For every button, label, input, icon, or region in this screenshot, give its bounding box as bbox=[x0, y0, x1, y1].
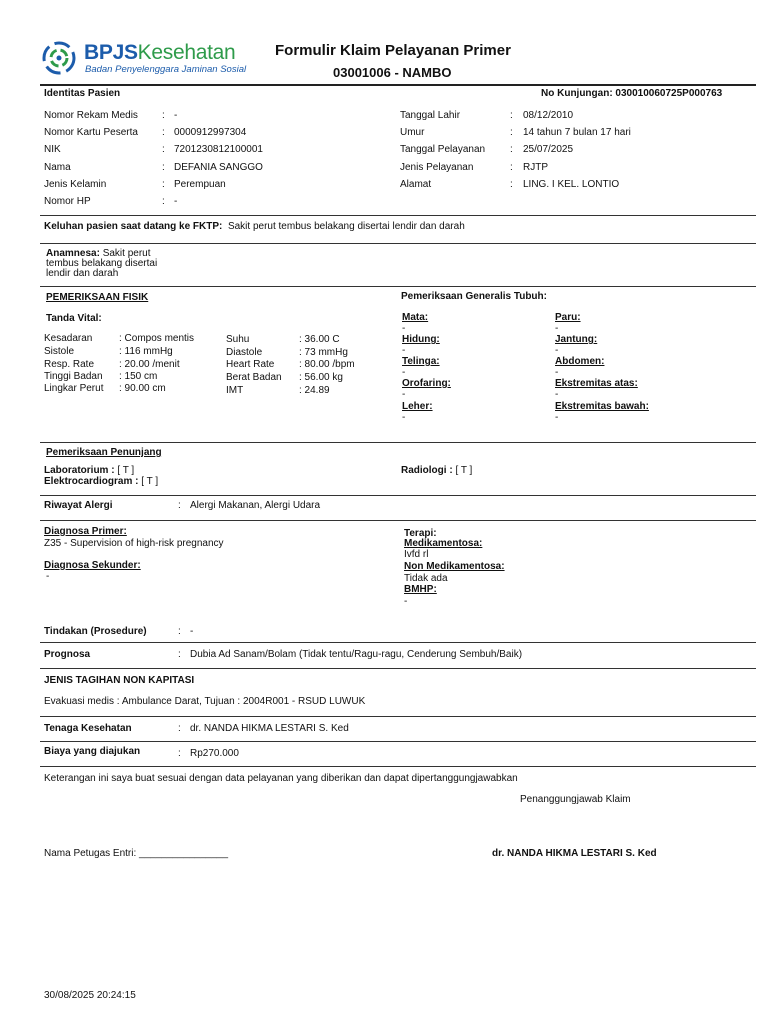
diagnosa-sekunder-value: - bbox=[46, 571, 50, 582]
value-jantung: - bbox=[555, 345, 559, 356]
label-sistole: Sistole bbox=[44, 346, 75, 357]
colon: : bbox=[162, 110, 165, 121]
divider bbox=[40, 668, 756, 669]
value-mata: - bbox=[402, 323, 406, 334]
keluhan-label: Keluhan pasien saat datang ke FKTP: bbox=[44, 221, 223, 232]
value-nomor-hp: - bbox=[174, 196, 178, 207]
colon: : bbox=[162, 179, 165, 190]
colon: : bbox=[178, 723, 181, 734]
anamnesa-label: Anamnesa: bbox=[46, 248, 100, 259]
label-kesadaran: Kesadaran bbox=[44, 333, 93, 344]
ekg-row bbox=[44, 476, 158, 487]
colon: : bbox=[510, 162, 513, 173]
penanggung-jawab-label: Penanggungjawab Klaim bbox=[520, 794, 631, 805]
anamnesa-line3: lendir dan darah bbox=[46, 268, 119, 279]
tenaga-value: dr. NANDA HIKMA LESTARI S. Ked bbox=[190, 723, 349, 734]
label-imt: IMT bbox=[226, 385, 244, 396]
value-kesadaran: : Compos mentis bbox=[119, 333, 195, 344]
ekg-label: Elektrocardiogram : bbox=[44, 476, 139, 487]
logo-brand: BPJS bbox=[84, 41, 138, 64]
biaya-value: Rp270.000 bbox=[190, 748, 239, 759]
identitas-heading: Identitas Pasien bbox=[44, 88, 121, 99]
alergi-value: Alergi Makanan, Alergi Udara bbox=[190, 500, 321, 511]
alergi-label: Riwayat Alergi bbox=[44, 500, 113, 511]
value-kartu-peserta: 0000912997304 bbox=[174, 127, 247, 138]
keluhan-value: Sakit perut tembus belakang disertai lendir dan darah bbox=[227, 221, 465, 232]
laboratorium-row bbox=[44, 465, 134, 476]
label-kartu-peserta: Nomor Kartu Peserta bbox=[44, 127, 138, 138]
tenaga-label: Tenaga Kesehatan bbox=[44, 723, 132, 734]
label-orofaring: Orofaring: bbox=[402, 378, 451, 389]
label-nik: NIK bbox=[44, 144, 61, 155]
value-lingkar-perut: : 90.00 cm bbox=[119, 383, 166, 394]
keterangan-text: Keterangan ini saya buat sesuai dengan data pelayanan yang diberikan dan dapat dipertanggungjawabkan bbox=[44, 773, 518, 784]
tagihan-heading: JENIS TAGIHAN NON KAPITASI bbox=[44, 675, 195, 686]
value-tanggal-lahir: 08/12/2010 bbox=[523, 110, 574, 121]
bmhp-label: BMHP: bbox=[404, 584, 437, 595]
label-mata: Mata: bbox=[402, 312, 429, 323]
diagnosa-primer-label: Diagnosa Primer: bbox=[44, 526, 127, 537]
value-jenis-pelayanan: RJTP bbox=[523, 162, 548, 173]
anamnesa-block bbox=[46, 249, 157, 279]
page-title: Formulir Klaim Pelayanan Primer bbox=[275, 42, 511, 59]
divider bbox=[40, 642, 756, 643]
colon: : bbox=[178, 649, 181, 660]
logo-subtitle: Badan Penyelenggara Jaminan Sosial bbox=[85, 64, 247, 75]
value-alamat: LING. I KEL. LONTIO bbox=[523, 179, 620, 190]
colon: : bbox=[178, 748, 181, 759]
value-leher: - bbox=[402, 412, 406, 423]
value-diastole: : 73 mmHg bbox=[299, 347, 348, 358]
value-umur: 14 tahun 7 bulan 17 hari bbox=[523, 127, 631, 138]
colon: : bbox=[178, 500, 181, 511]
diagnosa-primer-value: Z35 - Supervision of high-risk pregnancy bbox=[44, 538, 224, 549]
value-telinga: - bbox=[402, 367, 406, 378]
tindakan-label: Tindakan (Prosedure) bbox=[44, 626, 147, 637]
colon: : bbox=[162, 144, 165, 155]
non-medik-label: Non Medikamentosa: bbox=[404, 561, 505, 572]
label-tinggi-badan: Tinggi Badan bbox=[44, 371, 103, 382]
value-jenis-kelamin: Perempuan bbox=[174, 179, 226, 190]
label-jenis-pelayanan: Jenis Pelayanan bbox=[400, 162, 474, 173]
divider bbox=[40, 84, 756, 86]
generalis-heading: Pemeriksaan Generalis Tubuh: bbox=[401, 291, 547, 302]
pemeriksaan-fisik-heading: PEMERIKSAAN FISIK bbox=[46, 292, 149, 303]
label-umur: Umur bbox=[400, 127, 425, 138]
ekg-value: [ T ] bbox=[141, 476, 159, 487]
bpjs-logo-icon bbox=[42, 41, 76, 75]
value-orofaring: - bbox=[402, 389, 406, 400]
colon: : bbox=[510, 144, 513, 155]
tindakan-value: - bbox=[190, 626, 194, 637]
biaya-label: Biaya yang diajukan bbox=[44, 746, 141, 757]
no-kunjungan: No Kunjungan: 030010060725P000763 bbox=[541, 88, 723, 99]
label-nama: Nama bbox=[44, 162, 71, 173]
medik-value: Ivfd rl bbox=[404, 549, 429, 560]
print-timestamp: 30/08/2025 20:24:15 bbox=[44, 990, 136, 1001]
value-ekstremitas-bawah: - bbox=[555, 412, 559, 423]
non-medik-value: Tidak ada bbox=[404, 573, 448, 584]
label-ekstremitas-bawah: Ekstremitas bawah: bbox=[555, 401, 649, 412]
divider bbox=[40, 716, 756, 717]
terapi-label: Terapi: bbox=[404, 528, 437, 539]
radiologi-row bbox=[401, 465, 472, 476]
value-paru: - bbox=[555, 323, 559, 334]
colon: : bbox=[510, 127, 513, 138]
page-subtitle: 03001006 - NAMBO bbox=[333, 65, 452, 80]
divider bbox=[40, 766, 756, 767]
divider bbox=[40, 741, 756, 742]
value-hidung: - bbox=[402, 345, 406, 356]
divider bbox=[40, 495, 756, 496]
value-abdomen: - bbox=[555, 367, 559, 378]
label-resp-rate: Resp. Rate bbox=[44, 359, 95, 370]
tagihan-value: Evakuasi medis : Ambulance Darat, Tujuan : 2004R001 - RSUD LUWUK bbox=[44, 696, 366, 707]
label-leher: Leher: bbox=[402, 401, 433, 412]
divider bbox=[40, 520, 756, 521]
label-hidung: Hidung: bbox=[402, 334, 440, 345]
colon: : bbox=[162, 127, 165, 138]
petugas-entri: Nama Petugas Entri: ________________ bbox=[44, 848, 229, 859]
anamnesa-line1: Sakit perut bbox=[102, 248, 151, 259]
label-heart-rate: Heart Rate bbox=[226, 359, 275, 370]
value-imt: : 24.89 bbox=[299, 385, 330, 396]
divider bbox=[40, 442, 756, 443]
rad-label: Radiologi : bbox=[401, 465, 453, 476]
value-heart-rate: : 80.00 /bpm bbox=[299, 359, 355, 370]
value-sistole: : 116 mmHg bbox=[119, 346, 173, 357]
label-suhu: Suhu bbox=[226, 334, 250, 345]
divider bbox=[40, 286, 756, 287]
dokter-signature-name: dr. NANDA HIKMA LESTARI S. Ked bbox=[492, 848, 657, 859]
value-tanggal-pelayanan: 25/07/2025 bbox=[523, 144, 574, 155]
value-tinggi-badan: : 150 cm bbox=[119, 371, 158, 382]
label-abdomen: Abdomen: bbox=[555, 356, 605, 367]
value-ekstremitas-atas: - bbox=[555, 389, 559, 400]
value-nik: 7201230812100001 bbox=[174, 144, 263, 155]
label-ekstremitas-atas: Ekstremitas atas: bbox=[555, 378, 638, 389]
medik-label: Medikamentosa: bbox=[404, 538, 483, 549]
label-rekam-medis: Nomor Rekam Medis bbox=[44, 110, 138, 121]
label-tanggal-lahir: Tanggal Lahir bbox=[400, 110, 461, 121]
label-lingkar-perut: Lingkar Perut bbox=[44, 383, 104, 394]
prognosa-value: Dubia Ad Sanam/Bolam (Tidak tentu/Ragu-ragu, Cenderung Sembuh/Baik) bbox=[190, 649, 523, 660]
prognosa-label: Prognosa bbox=[44, 649, 91, 660]
value-resp-rate: : 20.00 /menit bbox=[119, 359, 180, 370]
label-berat-badan: Berat Badan bbox=[226, 372, 282, 383]
divider bbox=[40, 215, 756, 216]
value-nama: DEFANIA SANGGO bbox=[174, 162, 263, 173]
divider bbox=[40, 243, 756, 244]
tanda-vital-heading: Tanda Vital: bbox=[46, 313, 102, 324]
value-berat-badan: : 56.00 kg bbox=[299, 372, 343, 383]
rad-value: [ T ] bbox=[455, 465, 473, 476]
value-rekam-medis: - bbox=[174, 110, 178, 121]
label-diastole: Diastole bbox=[226, 347, 263, 358]
bmhp-value: - bbox=[404, 596, 408, 607]
colon: : bbox=[162, 162, 165, 173]
colon: : bbox=[510, 110, 513, 121]
label-telinga: Telinga: bbox=[402, 356, 440, 367]
colon: : bbox=[178, 626, 181, 637]
lab-label: Laboratorium : bbox=[44, 465, 115, 476]
label-nomor-hp: Nomor HP bbox=[44, 196, 91, 207]
colon: : bbox=[510, 179, 513, 190]
keluhan-row bbox=[44, 221, 465, 232]
penunjang-heading: Pemeriksaan Penunjang bbox=[46, 447, 162, 458]
value-suhu: : 36.00 C bbox=[299, 334, 340, 345]
lab-value: [ T ] bbox=[117, 465, 135, 476]
label-alamat: Alamat bbox=[400, 179, 432, 190]
diagnosa-sekunder-label: Diagnosa Sekunder: bbox=[44, 560, 141, 571]
label-tanggal-pelayanan: Tanggal Pelayanan bbox=[400, 144, 486, 155]
label-jenis-kelamin: Jenis Kelamin bbox=[44, 179, 107, 190]
label-paru: Paru: bbox=[555, 312, 581, 323]
logo-brand2: Kesehatan bbox=[137, 41, 236, 64]
bpjs-logo bbox=[42, 40, 247, 76]
colon: : bbox=[162, 196, 165, 207]
anamnesa-line2: tembus belakang disertai bbox=[46, 258, 158, 269]
label-jantung: Jantung: bbox=[555, 334, 598, 345]
